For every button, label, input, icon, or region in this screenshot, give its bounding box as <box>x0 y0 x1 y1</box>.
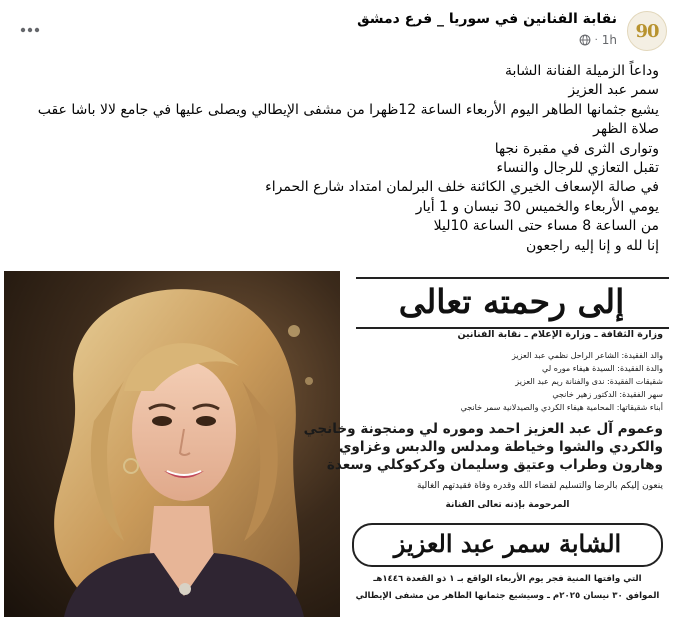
post-meta <box>579 33 617 47</box>
more-options-button[interactable] <box>14 14 46 46</box>
portrait-photo <box>4 271 340 617</box>
notice-footer: الموافق ٣٠ نيسان ٢٠٢٥م ـ وسيشيع جثمانها الطاهر من مشفى الإيطالي <box>355 591 660 601</box>
post-image[interactable] <box>0 271 677 617</box>
post-line: تقبل التعازي للرجال والنساء <box>496 160 659 177</box>
notice-relative: والدة الفقيدة: السيدة هيفاء موره لي <box>542 364 663 373</box>
post-line: وتوارى الثرى في مقبرة نجها <box>494 140 659 157</box>
post-line: يومي الأربعاء والخميس 30 نيسان و 1 أيار <box>415 198 659 215</box>
notice-relative: أبناء شقيقاتها: المحامية هيفاء الكردي والصيدلانية سمر خانجي <box>460 403 663 412</box>
globe-icon <box>579 34 591 46</box>
notice-families: وعموم آل عبد العزيز احمد وموره لي ومنجونة وخانجي <box>303 421 663 437</box>
post-line: في صالة الإسعاف الخيري الكائنة خلف البرلمان امتداد شارع الحمراء <box>265 179 659 196</box>
page-name-link[interactable]: نقابة الفنانين في سوريا _ فرع دمشق <box>357 11 617 27</box>
notice-name: الشابة سمر عبد العزيز <box>393 529 622 558</box>
notice-late: المرحومة بإذنه تعالى الفنانة <box>445 500 570 510</box>
post-line: يشيع جثمانها الطاهر اليوم الأربعاء الساعة 12ظهرا من مشفى الإيطالي ويصلى عليها في جامع لالا باشا عقب صلاة الظهر <box>37 101 659 138</box>
post-header <box>10 8 667 54</box>
notice-org: وزارة الثقافة ـ وزارة الإعلام ـ نقابة الفنانين <box>457 329 663 340</box>
post-line: من الساعة 8 مساء حتى الساعة 10ليلا <box>433 218 659 235</box>
post-line: سمر عبد العزيز <box>568 82 659 99</box>
notice-families: وهارون وطراب وعتيق وسليمان وكركوكلي وسعدة <box>326 457 663 473</box>
notice-relative: شقيقات الفقيدة: ندى والفنانة ريم عبد العزيز <box>515 377 663 386</box>
notice-announce: ينعون إليكم بالرضا والتسليم لقضاء الله وقدره وفاة فقيدتهم الغالية <box>416 481 663 491</box>
avatar-logo: 90 <box>635 20 659 42</box>
notice-header: إلى رحمته تعالى <box>398 282 625 321</box>
post-line: إنا لله و إنا إليه راجعون <box>526 237 659 254</box>
obituary-notice <box>303 271 677 617</box>
notice-relative: والد الفقيدة: الشاعر الراحل نظمي عبد العزيز <box>512 351 663 360</box>
notice-families: والكردي والشوا وخياطة ومدلس والدبس وغزاوي <box>338 439 663 455</box>
notice-footer: التي وافتها المنية فجر يوم الأربعاء الواقع بـ ١ ذو القعدة ١٤٤٦هـ <box>373 574 642 584</box>
page-avatar[interactable] <box>627 11 667 51</box>
post-text <box>12 62 659 256</box>
notice-relative: سهر الفقيدة: الدكتور زهير خانجي <box>552 390 663 399</box>
post-line: وداعاً الزميلة الفنانة الشابة <box>504 63 659 79</box>
post-time[interactable]: 1h <box>601 33 617 47</box>
portrait-illustration <box>4 271 340 617</box>
meta-separator: · <box>594 34 598 46</box>
more-horizontal-icon <box>20 27 40 33</box>
